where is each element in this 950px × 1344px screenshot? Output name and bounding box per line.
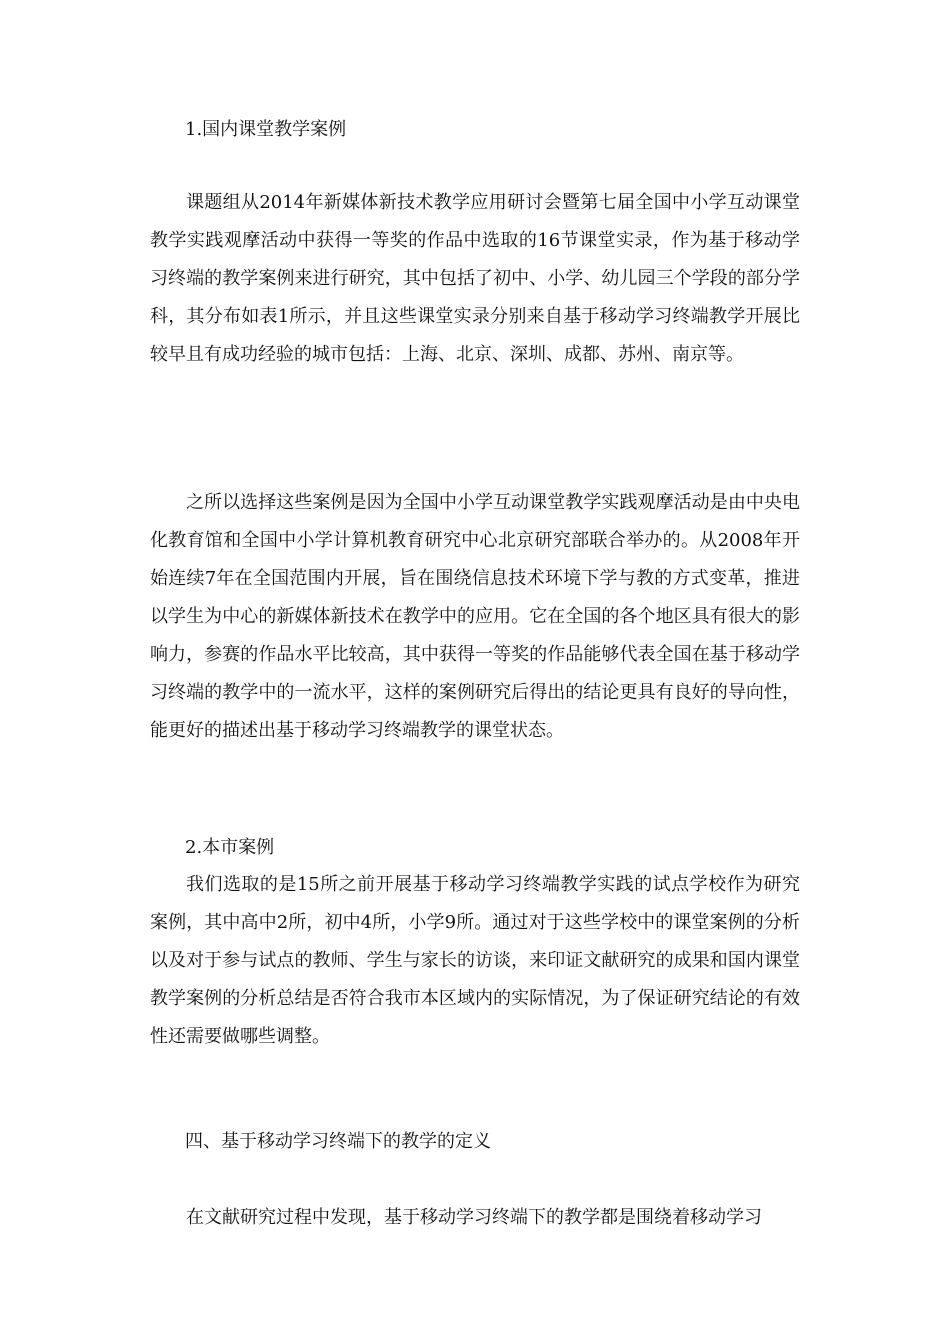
paragraph-definition: 在文献研究过程中发现，基于移动学习终端下的教学都是围绕着移动学习	[186, 1207, 762, 1228]
paragraph-case-selection: 课题组从2014年新媒体新技术教学应用研讨会暨第七届全国中小学互动课堂教学实践观摩活动中获得一等奖的作品中选取的16节课堂实录，作为基于移动学习终端的教学案例来进行研究，其中包括了初中、小学、幼儿园三个学段的部分学科，其分布如表1所示，并且这些课堂实录分别来自基于移动学习终端教学开展比较早且有成功经验的城市包括：上海、北京、深圳、成都、苏州、南京等。	[150, 192, 800, 365]
paragraph-local-cases: 我们选取的是15所之前开展基于移动学习终端教学实践的试点学校作为研究案例，其中高中2所，初中4所，小学9所。通过对于这些学校中的课堂案例的分析以及对于参与试点的教师、学生与家长的访谈，来印证文献研究的成果和国内课堂教学案例的分析总结是否符合我市本区域内的实际情况，为了保证研究结论的有效性还需要做哪些调整。	[150, 874, 800, 1047]
section-heading-definition: 四、基于移动学习终端下的教学的定义	[185, 1131, 491, 1152]
paragraph-selection-reason: 之所以选择这些案例是因为全国中小学互动课堂教学实践观摩活动是由中央电化教育馆和全国中小学计算机教育研究中心北京研究部联合举办的。从2008年开始连续7年在全国范围内开展，旨在围绕信息技术环境下学与教的方式变革，推进以学生为中心的新媒体新技术在教学中的应用。它在全国的各个地区具有很大的影响力，参赛的作品水平比较高，其中获得一等奖的作品能够代表全国在基于移动学习终端的教学中的一流水平，这样的案例研究后得出的结论更具有良好的导向性，能更好的描述出基于移动学习终端教学的课堂状态。	[150, 492, 800, 741]
section-heading-local-cases: 2.本市案例	[185, 837, 275, 858]
section-heading-domestic-cases: 1.国内课堂教学案例	[185, 119, 347, 140]
